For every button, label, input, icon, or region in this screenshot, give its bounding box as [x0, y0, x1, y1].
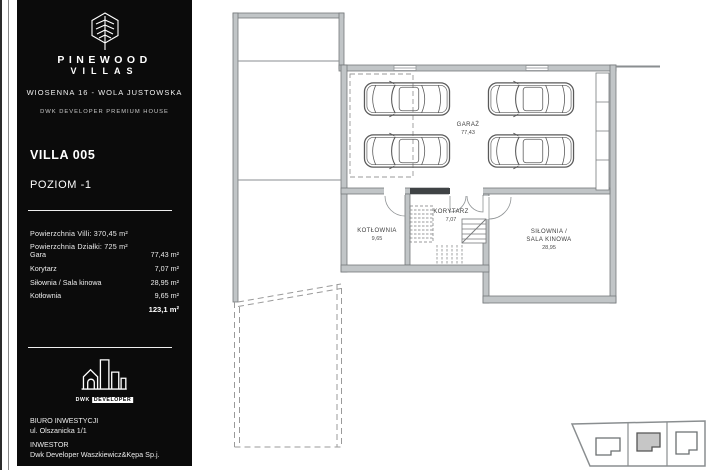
total-area: 123,1 m²: [148, 305, 179, 315]
room-name: Siłownia / Sala kinowa: [30, 277, 102, 287]
korytarz-label: KORYTARZ: [433, 209, 469, 215]
room-area: 28,95 m²: [150, 277, 179, 287]
garage-label: GARAŻ: [456, 122, 480, 128]
table-row: [30, 262, 179, 276]
developer-text: DEVELOPER: [93, 397, 132, 403]
villa-title: VILLA 005: [30, 148, 96, 162]
wall-lintel: [410, 188, 450, 194]
brand-name-line1: PINEWOOD: [57, 54, 152, 66]
garage-dashed-outline: [350, 74, 413, 177]
developer-tagline: DWK DEVELOPER PREMIUM HOUSE: [40, 109, 169, 115]
shelf-strip: [596, 73, 609, 190]
room-area: 9,65 m²: [154, 291, 179, 301]
dwk-text: DWK: [75, 397, 90, 403]
room-name: Gara: [30, 250, 46, 259]
kotlownia-area: 9,65: [371, 236, 383, 242]
table-row: [30, 289, 179, 303]
villa-area-total: Powierzchnia Villi: 370,45 m²: [30, 229, 128, 238]
silownia-area: 28,95: [542, 245, 556, 251]
brand-name-line2: VILLAS: [70, 66, 139, 76]
office-info: [30, 416, 98, 436]
project-address: WIOSENNA 16 - WOLA JUSTOWSKA: [26, 88, 183, 97]
divider: [28, 347, 172, 348]
silownia-label: SIŁOWNIA /: [530, 229, 568, 235]
kotlownia-label: KOTŁOWNIA: [357, 228, 397, 234]
divider: [28, 210, 172, 211]
driveway-dashed-outline: [235, 284, 342, 447]
car-icon: [364, 133, 449, 169]
korytarz-area: 7,07: [445, 217, 457, 223]
room-area: 7,07 m²: [154, 263, 179, 273]
room-name: Kotłownia: [30, 291, 62, 301]
site-key-map: [572, 421, 705, 466]
car-icon: [488, 81, 573, 117]
table-row: [30, 248, 179, 262]
silownia-label2: SALA KINOWA: [526, 237, 572, 243]
investor-label: INWESTOR: [30, 440, 69, 449]
plot-area-total: Powierzchnia Działki: 725 m²: [30, 242, 128, 251]
car-icon: [488, 133, 573, 169]
room-area-table: [30, 248, 179, 317]
room-name: Korytarz: [30, 263, 57, 273]
office-label: BIURO INWESTYCJI: [30, 416, 99, 425]
level-title: POZIOM -1: [30, 179, 92, 191]
office-address: ul. Olszanicka 1/1: [30, 426, 87, 435]
door-arcs: [385, 196, 511, 219]
room-area: 77,43 m²: [150, 250, 179, 259]
dwk-skyline-icon: [82, 358, 128, 390]
developer-logo: [76, 358, 134, 403]
sidebar: [17, 0, 192, 466]
garage-area: 77,43: [461, 130, 475, 136]
walls: [233, 13, 616, 303]
investor-name: Dwk Developer Waszkiewicz&Kępa Sp.j.: [30, 450, 160, 459]
table-row: [30, 276, 179, 290]
pinewood-logo-icon: [87, 12, 123, 54]
investor-info: [30, 440, 160, 460]
developer-logo-text: [76, 397, 134, 403]
car-icon: [364, 81, 449, 117]
